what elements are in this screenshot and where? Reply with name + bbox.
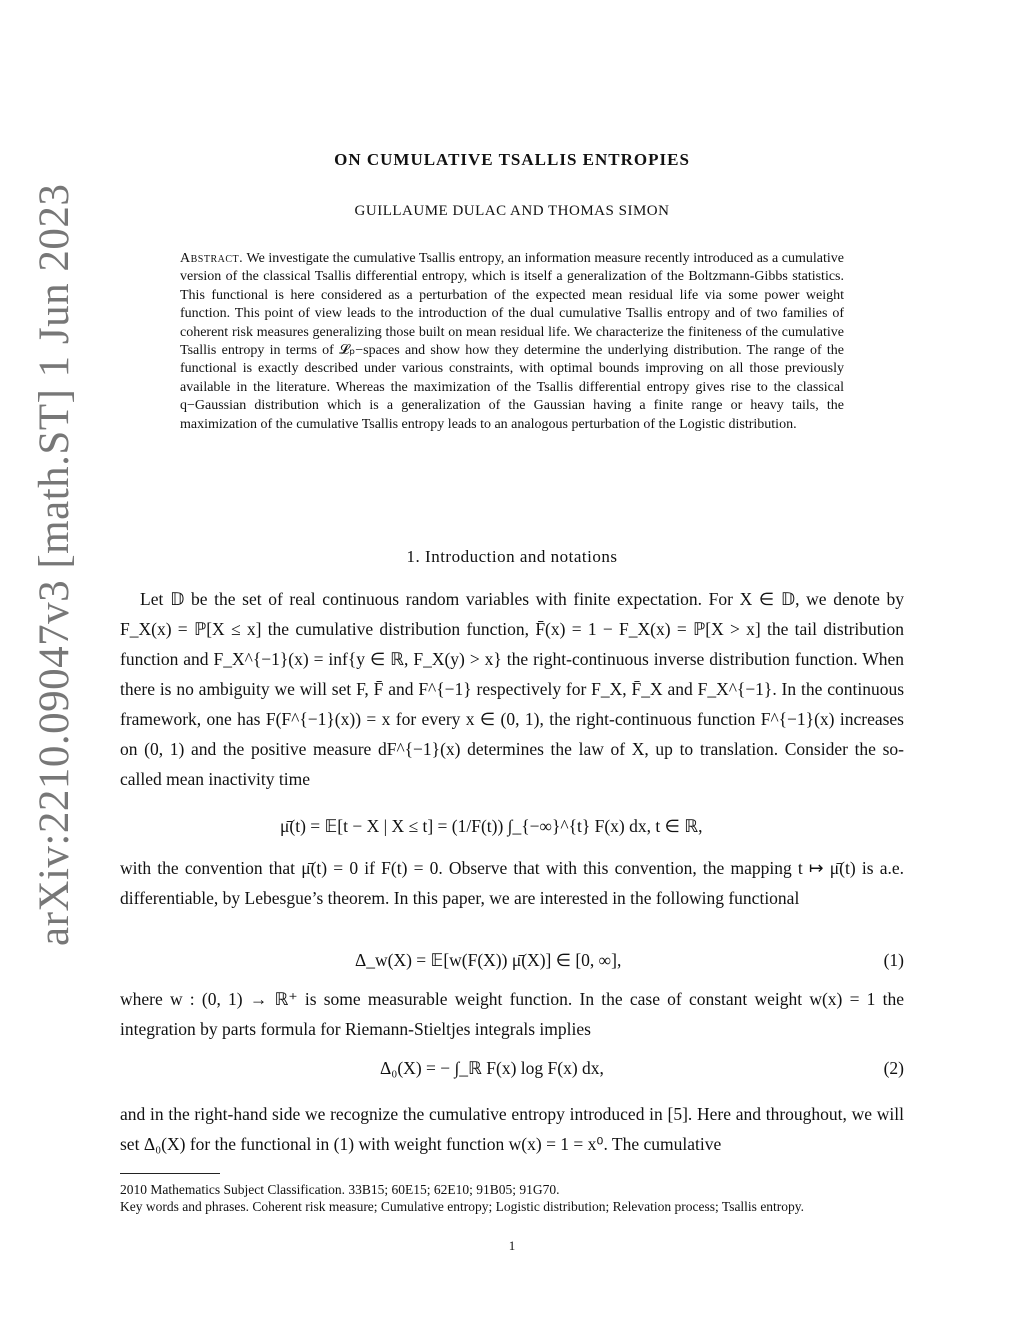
footnote-msc: 2010 Mathematics Subject Classification. 33B15; 60E15; 62E10; 91B05; 91G70.	[120, 1182, 560, 1197]
equation-1: Δ_w(X) = 𝔼[w(F(X)) μ̄(X)] ∈ [0, ∞], (1)	[355, 950, 904, 970]
abstract-label: Abstract.	[180, 251, 244, 266]
abstract-text: We investigate the cumulative Tsallis entropy, an information measure recently introduced as a cumulative version of the classical Tsallis differential entropy, which is itself a generalization of the Boltzmann-Gibbs statistics. This functional is here considered as a perturbation of the expected mean residual life via some power weight function. This point of view leads to the introduction of the dual cumulative Tsallis entropy and of two families of coherent risk measures generalizing those built on mean residual life. We characterize the finiteness of the cumulative Tsallis entropy in terms of 𝓛ₚ−spaces and show how they determine the underlying distribution. The range of the functional is exactly described under various constraints, with optimal bounds improving on all those previously available in the literature. Whereas the maximization of the Tsallis differential entropy gives rise to the classical q−Gaussian distribution which is a generalization of the Gaussian having a finite range or heavy tails, the maximization of the cumulative Tsallis entropy leads to an analogous perturbation of the Logistic distribution.	[180, 251, 845, 432]
footnote-keywords: Key words and phrases. Coherent risk measure; Cumulative entropy; Logistic distribution; Relevation process; Tsallis entropy.	[120, 1199, 805, 1214]
paragraph-3: where w : (0, 1) → ℝ⁺ is some measurable weight function. In the case of constant weight w(x) = 1 the integration by parts formula for Riemann-Stieltjes integrals implies	[120, 989, 904, 1039]
section-heading: 1. Introduction and notations	[406, 547, 618, 566]
footnote-rule	[120, 1173, 220, 1174]
paper-title: ON CUMULATIVE TSALLIS ENTROPIES	[334, 150, 690, 169]
equation-mean-inactivity: μ̄(t) = 𝔼[t − X | X ≤ t] = (1/F(t)) ∫_{−∞}^{t} F(x) dx, t ∈ ℝ,	[280, 816, 703, 836]
paper-authors: GUILLAUME DULAC AND THOMAS SIMON	[354, 203, 670, 219]
abstract	[180, 250, 844, 434]
page-number: 1	[508, 1238, 516, 1253]
arxiv-sidebar-stamp: arXiv:2210.09047v3 [math.ST] 1 Jun 2023	[31, 183, 78, 946]
paragraph-4: and in the right-hand side we recognize the cumulative entropy introduced in [5]. Here and throughout, we will set Δ₀(X) for the functional in (1) with weight function w(x) = 1 = x⁰. The cumulative	[120, 1104, 904, 1154]
equation-2: Δ₀(X) = − ∫_ℝ F(x) log F(x) dx, (2)	[380, 1058, 904, 1078]
paragraph-2: with the convention that μ̄(t) = 0 if F(t) = 0. Observe that with this convention, the mapping t ↦ μ̄(t) is a.e. differentiable, by Lebesgue’s theorem. In this paper, we are interested in the following functional	[120, 858, 904, 908]
paragraph-1: Let 𝔻 be the set of real continuous random variables with finite expectation. For X ∈ 𝔻, we denote by F_X(x) = ℙ[X ≤ x] the cumulative distribution function, F̄(x) = 1 − F_X(x) = ℙ[X > x] the tail distribution function and F_X^{−1}(x) = inf{y ∈ ℝ, F_X(y) > x} the right-continuous inverse distribution function. When there is no ambiguity we will set F, F̄ and F^{−1} respectively for F_X, F̄_X and F_X^{−1}. In the continuous framework, one has F(F^{−1}(x)) = x for every x ∈ (0, 1), the right-continuous function F^{−1}(x) increases on (0, 1) and the positive measure dF^{−1}(x) determines the law of X, up to translation. Consider the so-called mean inactivity time	[120, 589, 904, 789]
